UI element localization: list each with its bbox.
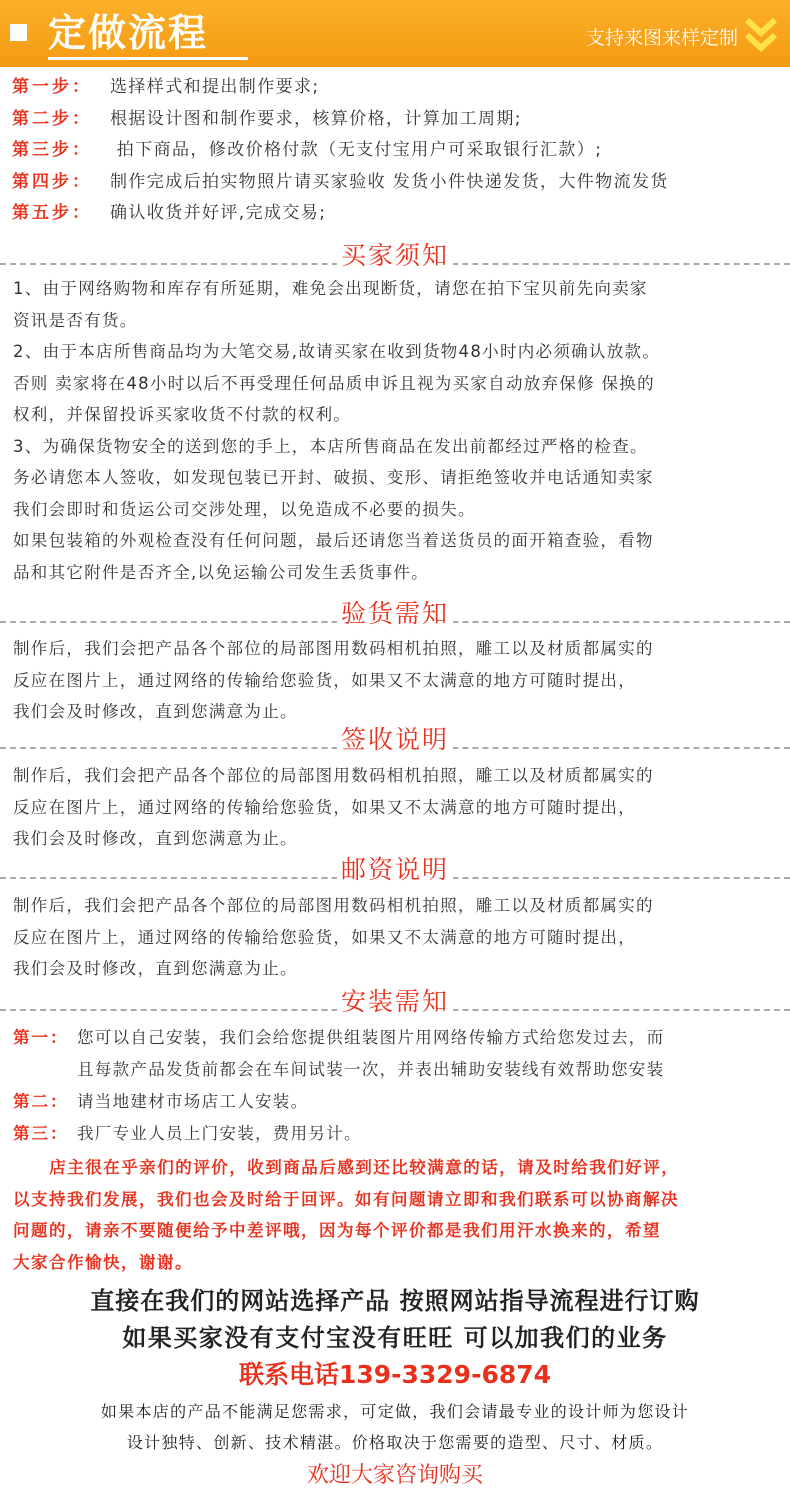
step-label: 第二步： — [12, 108, 92, 129]
section-divider-postage — [0, 850, 790, 890]
section-title-postage: 邮资说明 — [337, 855, 453, 884]
custom-line-2: 设计独特、创新、技术精湛。价格取决于您需要的造型、尺寸、材质。 — [126, 1433, 664, 1452]
install-item-1-cont: 且每款产品发货前都会在车间试装一次，并表出辅助安装线有效帮助您安装 — [77, 1060, 665, 1079]
review-line: 以支持我们发展，我们也会及时给于回评。如有问题请立即和我们联系可以协商解决 — [13, 1189, 679, 1209]
notice-line: 3、为确保货物安全的送到您的手上，本店所售商品在发出前都经过严格的检查。 — [13, 436, 648, 456]
inspection-line: 我们会及时修改，直到您满意为止。 — [13, 702, 298, 721]
postage-line: 我们会及时修改，直到您满意为止。 — [13, 959, 298, 978]
section-title-installation: 安装需知 — [337, 987, 453, 1016]
install-item-2 — [13, 1086, 783, 1118]
review-line: 大家合作愉快，谢谢。 — [13, 1252, 193, 1272]
installation-list — [13, 1022, 783, 1150]
step-2 — [12, 104, 782, 136]
notice-line: 权利，并保留投诉买家收货不付款的权利。 — [13, 405, 352, 424]
custom-line-1: 如果本店的产品不能满足您需求，可定做，我们会请最专业的设计师为您设计 — [100, 1402, 690, 1421]
header-banner — [0, 0, 790, 67]
review-line: 问题的，请亲不要随便给予中差评哦，因为每个评价都是我们用汗水换来的，希望 — [13, 1221, 661, 1240]
step-label: 第三步： — [12, 140, 92, 160]
title-underline — [48, 57, 248, 60]
receipt-line: 反应在图片上，通过网络的传输给您验货，如果又不太满意的地方可随时提出， — [13, 797, 636, 817]
contact-phone: 联系电话139-3329-6874 — [238, 1360, 552, 1389]
section-divider-receipt — [0, 720, 790, 760]
install-text: 您可以自己安装，我们会给您提供组装图片用网络传输方式给您发过去，而 — [77, 1028, 665, 1047]
postage-line: 反应在图片上，通过网络的传输给您验货，如果又不太满意的地方可随时提出， — [13, 927, 636, 947]
receipt-line: 制作后，我们会把产品各个部位的局部图用数码相机拍照，雕工以及材质都属实的 — [13, 766, 654, 785]
notice-line: 否则 卖家将在48小时以后不再受理任何品质申诉且视为买家自动放弃保修 保换的 — [13, 373, 655, 393]
welcome-text: 欢迎大家咨询购买 — [306, 1463, 483, 1488]
notice-line: 资讯是否有货。 — [13, 310, 138, 330]
notice-line: 如果包装箱的外观检查没有任何问题，最后还请您当着送货员的面开箱查验，看物 — [13, 531, 654, 550]
install-label: 第一： — [13, 1028, 69, 1047]
notice-line: 务必请您本人签收，如发现包装已开封、破损、变形、请拒绝签收并电话通知卖家 — [13, 468, 654, 487]
step-text: 选择样式和提出制作要求; — [110, 77, 320, 97]
install-text: 我厂专业人员上门安装，费用另计。 — [77, 1124, 362, 1143]
install-item-1 — [13, 1022, 783, 1054]
step-label: 第一步： — [12, 77, 92, 97]
install-label: 第二： — [13, 1092, 69, 1111]
notice-text — [13, 273, 783, 588]
page-title: 定做流程 — [48, 11, 209, 55]
postage-text — [13, 890, 783, 985]
install-label: 第三： — [13, 1124, 69, 1143]
section-title-receipt: 签收说明 — [337, 725, 453, 754]
review-note — [13, 1152, 783, 1278]
step-text: 确认收货并好评,完成交易; — [110, 203, 327, 223]
square-bullet-icon — [10, 24, 27, 41]
step-label: 第四步： — [12, 171, 92, 192]
step-text: 拍下商品，修改价格付款（无支付宝用户可采取银行汇款）; — [110, 140, 603, 160]
notice-line: 1、由于网络购物和库存有所延期，难免会出现断货，请您在拍下宝贝前先向卖家 — [13, 279, 648, 298]
double-chevron-down-icon — [744, 15, 778, 55]
receipt-text — [13, 760, 783, 855]
step-3 — [12, 135, 782, 167]
postage-line: 制作后，我们会把产品各个部位的局部图用数码相机拍照，雕工以及材质都属实的 — [13, 896, 654, 915]
inspection-text — [13, 633, 783, 728]
order-line-2: 如果买家没有支付宝没有旺旺 可以加我们的业务 — [122, 1324, 668, 1352]
order-line-1: 直接在我们的网站选择产品 按照网站指导流程进行订购 — [90, 1287, 700, 1315]
section-divider-inspection — [0, 594, 790, 634]
section-title-notice: 买家须知 — [337, 241, 453, 270]
inspection-line: 反应在图片上，通过网络的传输给您验货，如果又不太满意的地方可随时提出， — [13, 670, 636, 690]
process-steps — [12, 72, 782, 230]
step-1 — [12, 72, 782, 104]
notice-line: 我们会即时和货运公司交涉处理，以免造成不必要的损失。 — [13, 499, 476, 519]
install-item-3 — [13, 1118, 783, 1150]
step-text: 根据设计图和制作要求，核算价格，计算加工周期; — [110, 108, 522, 129]
notice-line: 品和其它附件是否齐全,以免运输公司发生丢货事件。 — [13, 562, 429, 582]
notice-line: 2、由于本店所售商品均为大笔交易,故请买家在收到货物48小时内必须确认放款。 — [13, 342, 661, 361]
step-label: 第五步： — [12, 203, 92, 223]
section-title-inspection: 验货需知 — [337, 599, 453, 628]
banner-subtitle: 支持来图来样定制 — [585, 27, 738, 49]
section-divider-notice — [0, 236, 790, 276]
step-4 — [12, 167, 782, 199]
step-5 — [12, 198, 782, 230]
review-line: 店主很在乎亲们的评价，收到商品后感到还比较满意的话，请及时给我们好评， — [13, 1158, 680, 1177]
inspection-line: 制作后，我们会把产品各个部位的局部图用数码相机拍照，雕工以及材质都属实的 — [13, 639, 654, 658]
step-text: 制作完成后拍实物照片请买家验收 发货小件快递发货，大件物流发货 — [110, 171, 669, 192]
install-text: 请当地建材市场店工人安装。 — [77, 1092, 309, 1111]
receipt-line: 我们会及时修改，直到您满意为止。 — [13, 829, 298, 848]
section-divider-installation — [0, 982, 790, 1022]
